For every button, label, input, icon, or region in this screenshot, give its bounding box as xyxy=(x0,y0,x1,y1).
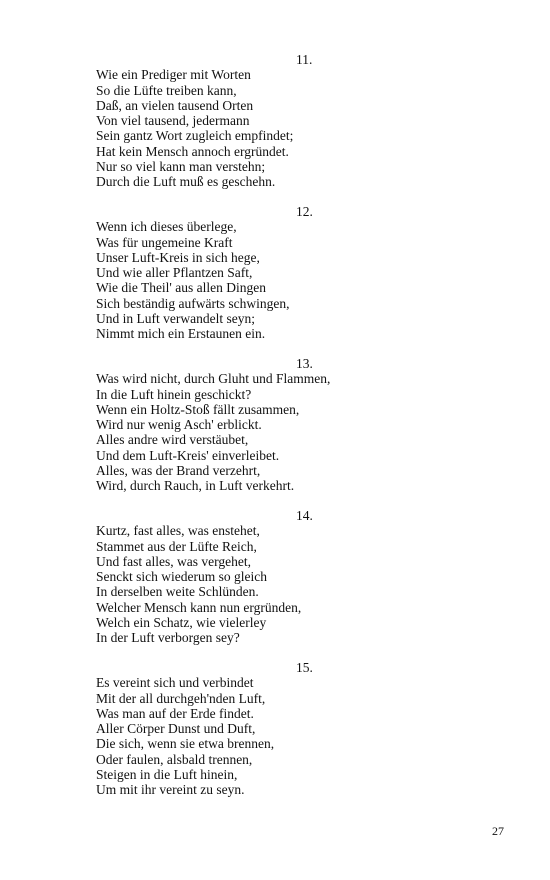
verse-line: Was man auf der Erde findet. xyxy=(96,705,254,721)
verse-line: Unser Luft-Kreis in sich hege, xyxy=(96,249,260,265)
verse-line: Stammet aus der Lüfte Reich, xyxy=(96,538,257,554)
verse-line: Mit der all durchgeh'nden Luft, xyxy=(96,690,266,706)
verse-line: Und fast alles, was vergehet, xyxy=(96,553,251,569)
stanza-number: 13. xyxy=(296,356,313,371)
verse-line: Um mit ihr vereint zu seyn. xyxy=(96,782,245,798)
verse-line: Sich beständig aufwärts schwingen, xyxy=(96,295,290,311)
verse-line: Alles andre wird verstäubet, xyxy=(96,432,249,448)
verse-line: Und wie aller Pflantzen Saft, xyxy=(96,265,253,281)
page-number: 27 xyxy=(492,824,504,838)
verse-line: Nimmt mich ein Erstaunen ein. xyxy=(96,326,266,342)
stanza-number: 15. xyxy=(296,660,313,675)
verse-line: Steigen in die Luft hinein, xyxy=(96,767,238,783)
verse-line: Welch ein Schatz, wie vielerley xyxy=(96,615,267,631)
verse-line: In die Luft hinein geschickt? xyxy=(96,386,252,402)
verse-line: Wird nur wenig Asch' erblickt. xyxy=(96,417,262,433)
verse-line: Wie ein Prediger mit Worten xyxy=(96,67,251,83)
stanza-number: 12. xyxy=(296,204,313,219)
verse-line: Daß, an vielen tausend Orten xyxy=(96,97,254,113)
verse-line: Kurtz, fast alles, was enstehet, xyxy=(96,523,260,539)
verse-line: Aller Cörper Dunst und Duft, xyxy=(96,721,256,737)
verse-line: Durch die Luft muß es geschehn. xyxy=(96,174,276,190)
verse-line: Von viel tausend, jedermann xyxy=(96,113,250,129)
verse-line: In derselben weite Schlünden. xyxy=(96,584,259,600)
verse-line: Sein gantz Wort zugleich empfindet; xyxy=(96,128,294,144)
verse-line: Senckt sich wiederum so gleich xyxy=(96,569,267,585)
verse-line: Nur so viel kann man verstehn; xyxy=(96,159,266,175)
stanza-lines xyxy=(96,371,330,493)
verse-line: Und dem Luft-Kreis' einverleibet. xyxy=(96,447,280,463)
verse-line: Welcher Mensch kann nun ergründen, xyxy=(96,599,302,615)
verse-line: Wird, durch Rauch, in Luft verkehrt. xyxy=(96,478,295,494)
verse-line: Wie die Theil' aus allen Dingen xyxy=(96,280,266,296)
stanza-lines xyxy=(96,219,289,341)
verse-line: So die Lüfte treiben kann, xyxy=(96,82,237,98)
stanza-number: 14. xyxy=(296,508,313,523)
stanza-lines xyxy=(96,67,293,189)
stanza-number: 11. xyxy=(296,52,313,67)
verse-line: Die sich, wenn sie etwa brennen, xyxy=(96,736,275,752)
verse-line: Wenn ich dieses überlege, xyxy=(96,219,237,235)
verse-line: In der Luft verborgen sey? xyxy=(96,630,240,646)
verse-line: Wenn ein Holtz-Stoß fällt zusammen, xyxy=(96,401,300,417)
verse-line: Und in Luft verwandelt seyn; xyxy=(96,311,255,327)
verse-line: Oder faulen, alsbald trennen, xyxy=(96,751,253,767)
stanza-lines xyxy=(96,675,274,797)
verse-line: Alles, was der Brand verzehrt, xyxy=(96,463,261,479)
stanza-lines xyxy=(96,523,301,645)
verse-line: Was für ungemeine Kraft xyxy=(96,234,233,250)
verse-line: Was wird nicht, durch Gluht und Flammen, xyxy=(96,371,331,387)
verse-line: Es vereint sich und verbindet xyxy=(96,675,254,691)
verse-line: Hat kein Mensch annoch ergründet. xyxy=(96,143,289,159)
